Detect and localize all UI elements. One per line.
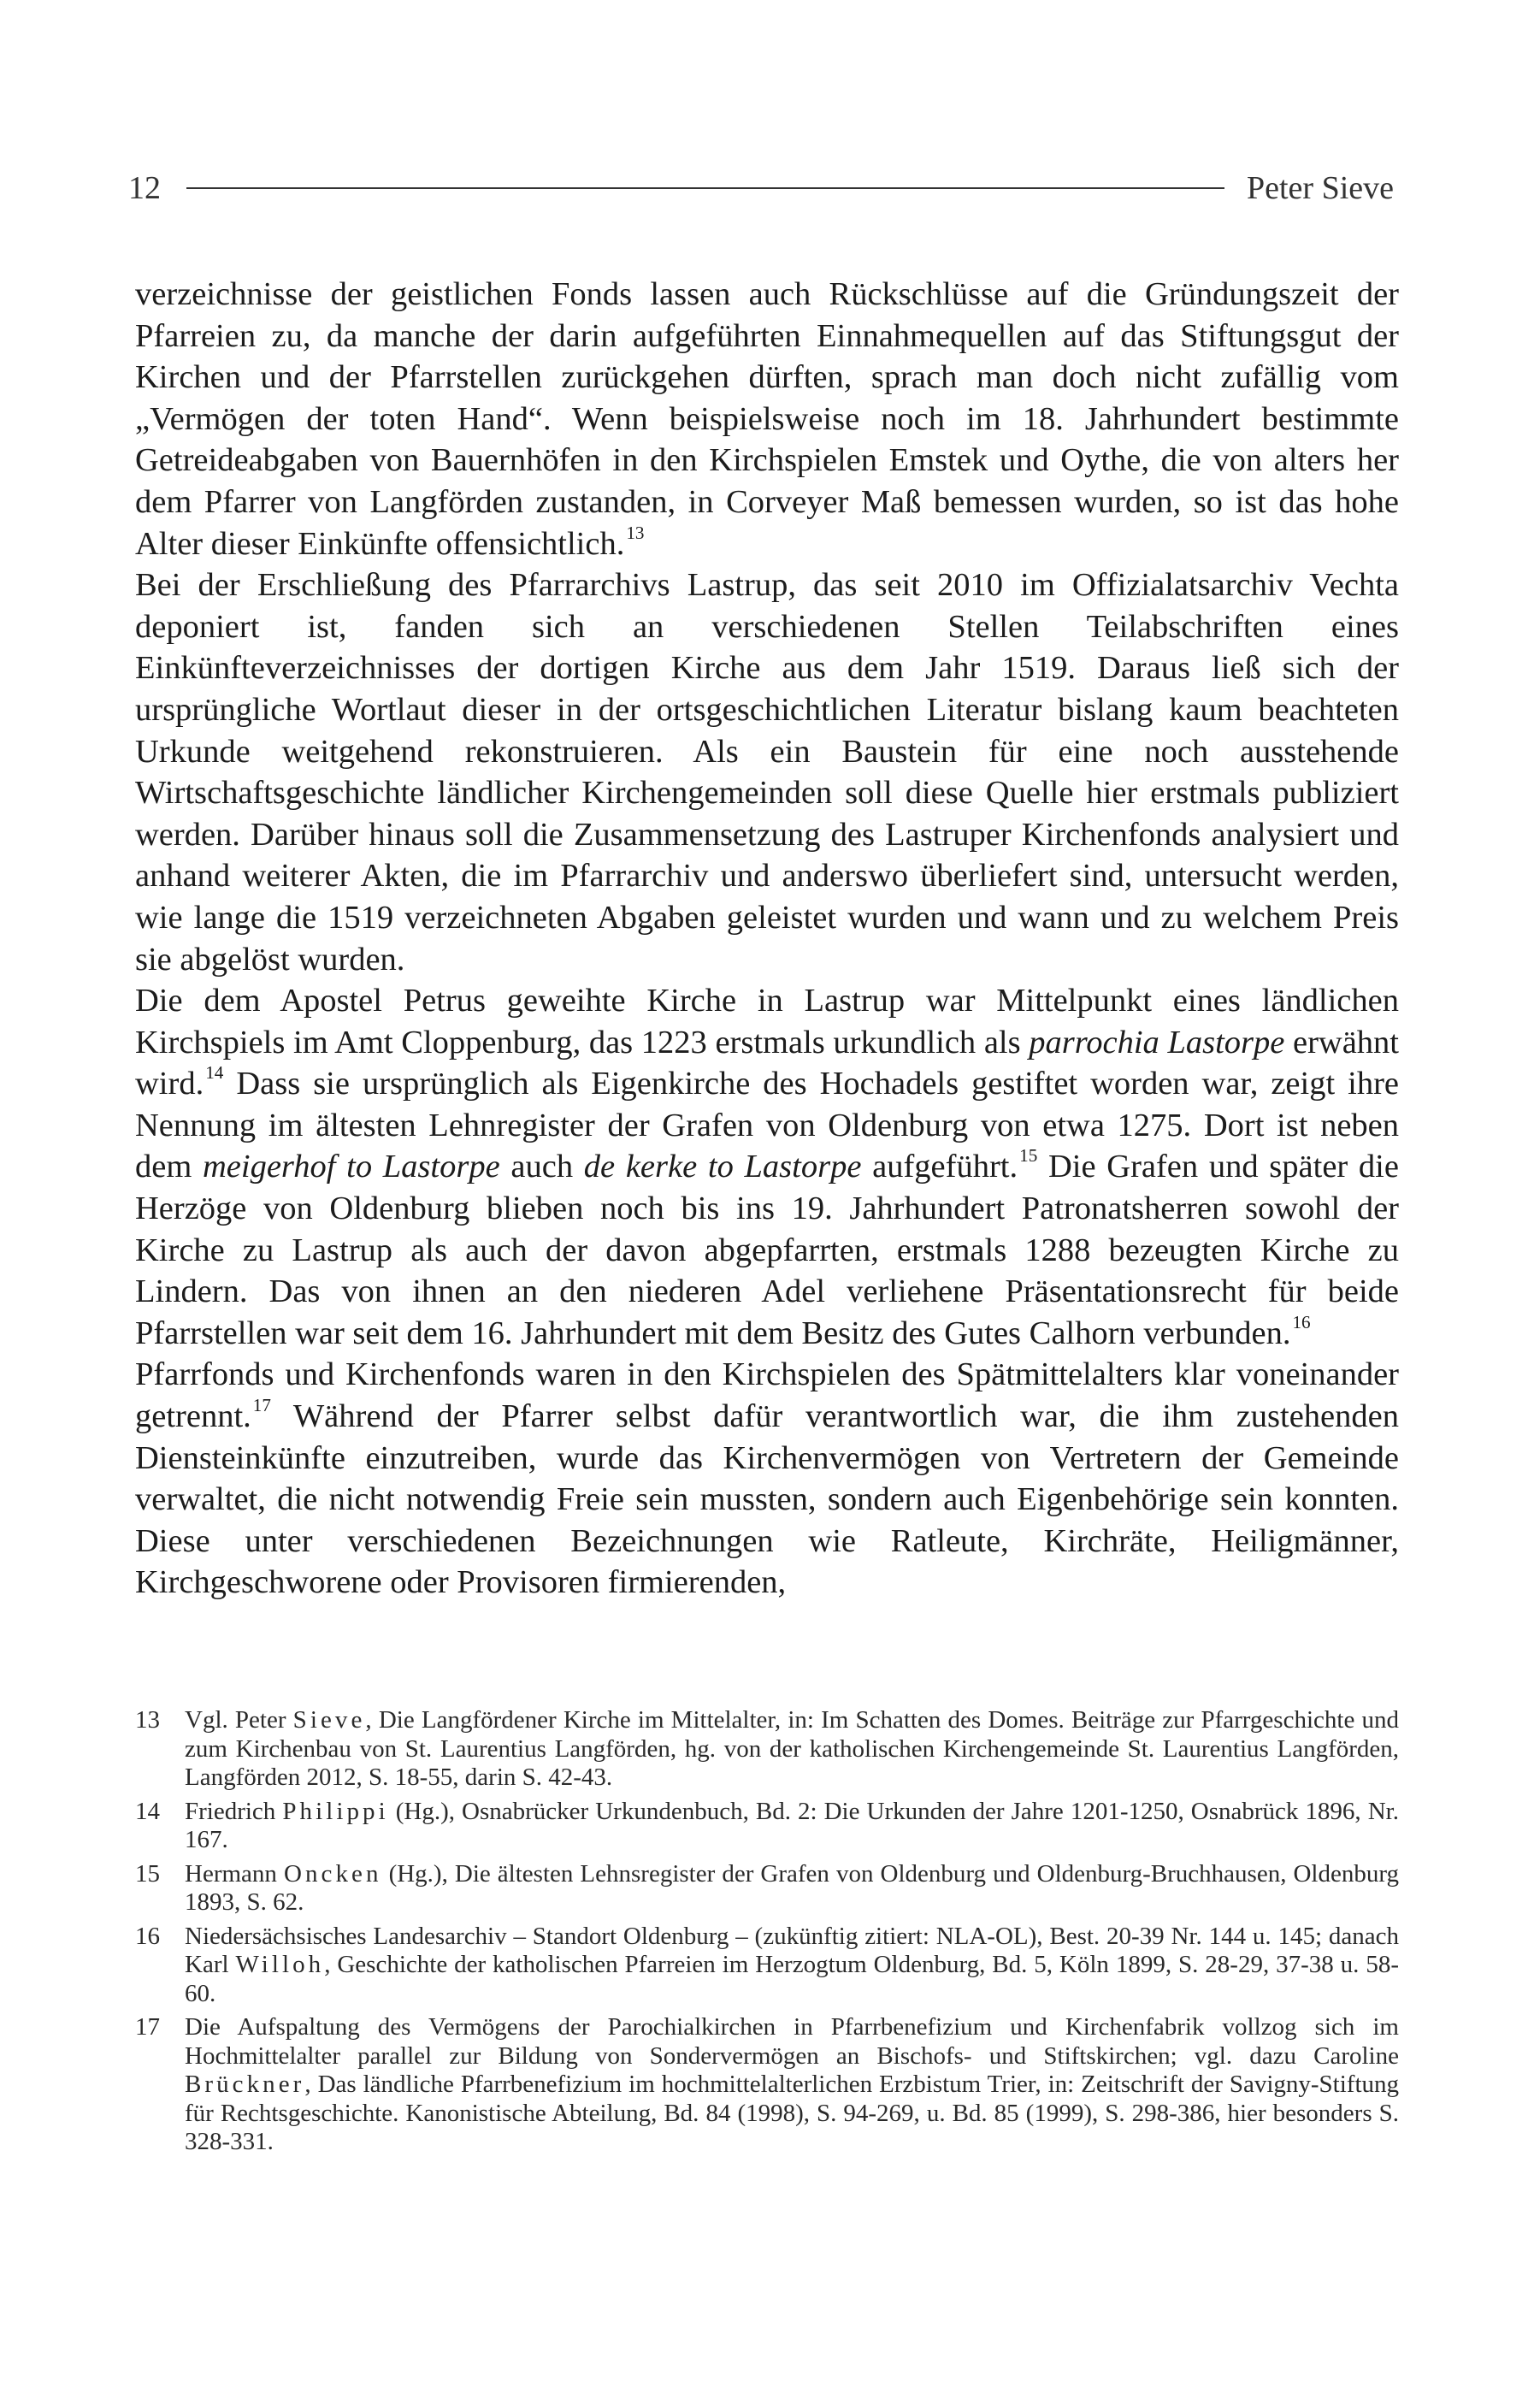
term-kerke: de kerke to Lastorpe — [583, 1149, 862, 1185]
footnote-ref-17[interactable]: 17 — [252, 1395, 271, 1416]
running-header — [128, 162, 1394, 214]
paragraph-4-text-a: Pfarrfonds und Kirchenfonds waren in den Kirchspielen des Spätmittelalters klar voneinander getrennt. — [135, 1356, 1399, 1435]
footnote-text-pre: Niedersächsisches Landesarchiv – Standort Oldenburg – (zukünftig zitiert: NLA-OL), Best. 20-39 Nr. 144 u. 145; danach Karl — [185, 1922, 1399, 1978]
footnote-text — [185, 1860, 1399, 1917]
running-author: Peter Sieve — [1246, 170, 1394, 206]
main-text — [135, 274, 1399, 1604]
footnote-text-pre: Die Aufspaltung des Vermögens der Parochialkirchen in Pfarrbenefizium und Kirchenfabrik vollzog sich im Hochmittelalter parallel zur Bildung von Sondervermögen an Bischofs- und Stiftskirchen; vgl. dazu Caroline — [185, 2013, 1399, 2070]
footnote-text-post: (Hg.), Osnabrücker Urkundenbuch, Bd. 2: Die Urkunden der Jahre 1201-1250, Osnabrück 1896, Nr. 167. — [185, 1797, 1399, 1853]
footnote-text-pre: Friedrich — [185, 1797, 283, 1825]
footnote-17 — [135, 2013, 1399, 2157]
footnote-14 — [135, 1798, 1399, 1855]
page-number: 12 — [128, 170, 161, 206]
paragraph-2: Bei der Erschließung des Pfarrarchivs Lastrup, das seit 2010 im Offizialatsarchiv Vechta deponiert ist, fanden sich an verschiedenen Stellen Teilabschriften eines Einkünfteverzeichnisses der dortigen Kirche aus dem Jahr 1519. Daraus ließ sich der ursprüngliche Wortlaut dieser in der ortsgeschichtlichen Literatur bislang kaum beachteten Urkunde weitgehend rekonstruieren. Als ein Baustein für eine noch ausstehende Wirtschaftsgeschichte ländlicher Kirchengemeinden soll diese Quelle hier erstmals publiziert werden. Darüber hinaus soll die Zusammensetzung des Lastruper Kirchenfonds analysiert und anhand weiterer Akten, die im Pfarrarchiv und anderswo überliefert sind, untersucht werden, wie lange die 1519 verzeichneten Abgaben geleistet wurden und wann und zu welchem Preis sie abgelöst wurden. — [135, 567, 1399, 978]
footnote-text-post: (Hg.), Die ältesten Lehnsregister der Grafen von Oldenburg und Oldenburg-Bruchhausen, Oldenburg 1893, S. 62. — [185, 1859, 1399, 1916]
footnote-author: Brückner — [185, 2071, 305, 2098]
footnote-text-pre: Hermann — [185, 1859, 284, 1888]
latin-term-parrochia: parrochia Lastorpe — [1029, 1024, 1285, 1061]
footnote-number: 14 — [135, 1797, 160, 1825]
paragraph-3-text-c: Dass sie ursprünglich als Eigenkirche des Hochadels gestiftet worden war, zeigt ihre Nennung im ältesten Lehnregister der Grafen von Oldenburg von etwa 1275. Dort ist neben dem — [135, 1066, 1399, 1185]
footnote-ref-13[interactable]: 13 — [626, 522, 645, 543]
footnote-15 — [135, 1860, 1399, 1917]
footnote-text-post: , Die Langfördener Kirche im Mittelalter, in: Im Schatten des Domes. Beiträge zur Pfarrgeschichte und zum Kirchenbau von St. Laurentius Langförden, hg. von der katholischen Kirchengemeinde St. Laurentius Langförden, Langförden 2012, S. 18-55, darin S. 42-43. — [185, 1706, 1399, 1791]
footnote-author: Oncken — [283, 1859, 382, 1888]
paragraph-4 — [135, 1354, 1399, 1604]
footnote-number: 13 — [135, 1706, 160, 1734]
footnote-text — [185, 1798, 1399, 1855]
footnote-author: Philippi — [282, 1797, 389, 1825]
footnote-number: 16 — [135, 1922, 160, 1950]
paragraph-3-text-f: Die Grafen und später die Herzöge von Oldenburg blieben noch bis ins 19. Jahrhundert Patronatsherren sowohl der Kirche zu Lastrup als auch der davon abgepfarrten, erstmals 1288 bezeugten Kirche zu Lindern. Das von ihnen an den niederen Adel verliehene Präsentationsrecht für beide Pfarrstellen war seit dem 16. Jahrhundert mit dem Besitz des Gutes Calhorn verbunden. — [135, 1149, 1399, 1351]
footnote-ref-15[interactable]: 15 — [1019, 1145, 1038, 1167]
header-rule — [186, 187, 1224, 189]
footnote-number: 15 — [135, 1859, 160, 1888]
footnote-author: Sieve — [292, 1706, 366, 1734]
footnote-text-post: , Geschichte der katholischen Pfarreien im Herzogtum Oldenburg, Bd. 5, Köln 1899, S. 28-29, 37-38 u. 58-60. — [185, 1951, 1399, 2007]
term-meigerhof: meigerhof to Lastorpe — [203, 1149, 500, 1185]
footnote-ref-14[interactable]: 14 — [205, 1062, 224, 1084]
paragraph-3-text-d: auch — [499, 1149, 584, 1185]
footnote-text-post: , Das ländliche Pfarrbenefizium im hochmittelalterlichen Erzbistum Trier, in: Zeitschrift der Savigny-Stiftung für Rechtsgeschichte. Kanonistische Abteilung, Bd. 84 (1998), S. 94-269, u. Bd. 85 (1999), S. 298-386, hier besonders S. 328-331. — [185, 2071, 1399, 2155]
paragraph-1-text: verzeichnisse der geistlichen Fonds lassen auch Rückschlüsse auf die Gründungszeit der Pfarreien zu, da manche der darin aufgeführten Einnahmequellen auf das Stiftungsgut der Kirchen und der Pfarrstellen zurückgehen dürften, sprach man doch nicht zufällig vom „Vermögen der toten Hand“. Wenn beispielsweise noch im 18. Jahrhundert bestimmte Getreideabgaben von Bauernhöfen in den Kirchspielen Emstek und Oythe, die von alters her dem Pfarrer von Langförden zustanden, in Corveyer Maß bemessen wurden, so ist das hohe Alter dieser Einkünfte offensichtlich. — [135, 276, 1399, 562]
footnote-text — [185, 1706, 1399, 1793]
footnote-number: 17 — [135, 2013, 160, 2041]
paragraph-1 — [135, 274, 1399, 564]
footnote-16 — [135, 1923, 1399, 2009]
paragraph-3 — [135, 980, 1399, 1354]
footnote-author: Willoh — [235, 1951, 325, 1978]
footnote-ref-16[interactable]: 16 — [1292, 1311, 1311, 1332]
paragraph-4-text-b: Während der Pfarrer selbst dafür verantwortlich war, die ihm zustehenden Diensteinkünfte einzutreiben, wurde das Kirchenvermögen von Vertretern der Gemeinde verwaltet, die nicht notwendig Freie sein mussten, sondern auch Eigenbehörige sein konnten. Diese unter verschiedenen Bezeichnungen wie Ratleute, Kirchräte, Heiligmänner, Kirchgeschworene oder Provisoren firmierenden, — [135, 1398, 1399, 1601]
paragraph-3-text-a: Die dem Apostel Petrus geweihte Kirche in Lastrup war Mittelpunkt eines ländlichen Kirchspiels im Amt Cloppenburg, das 1223 erstmals urkundlich als — [135, 983, 1399, 1061]
paragraph-3-text-b: erwähnt wird. — [135, 1024, 1399, 1102]
footnotes — [135, 1706, 1399, 2162]
footnote-13 — [135, 1706, 1399, 1793]
paragraph-3-text-e: aufgeführt. — [861, 1149, 1018, 1185]
footnote-text — [185, 2013, 1399, 2157]
footnote-text — [185, 1923, 1399, 2009]
footnote-text-pre: Vgl. Peter — [185, 1706, 293, 1734]
